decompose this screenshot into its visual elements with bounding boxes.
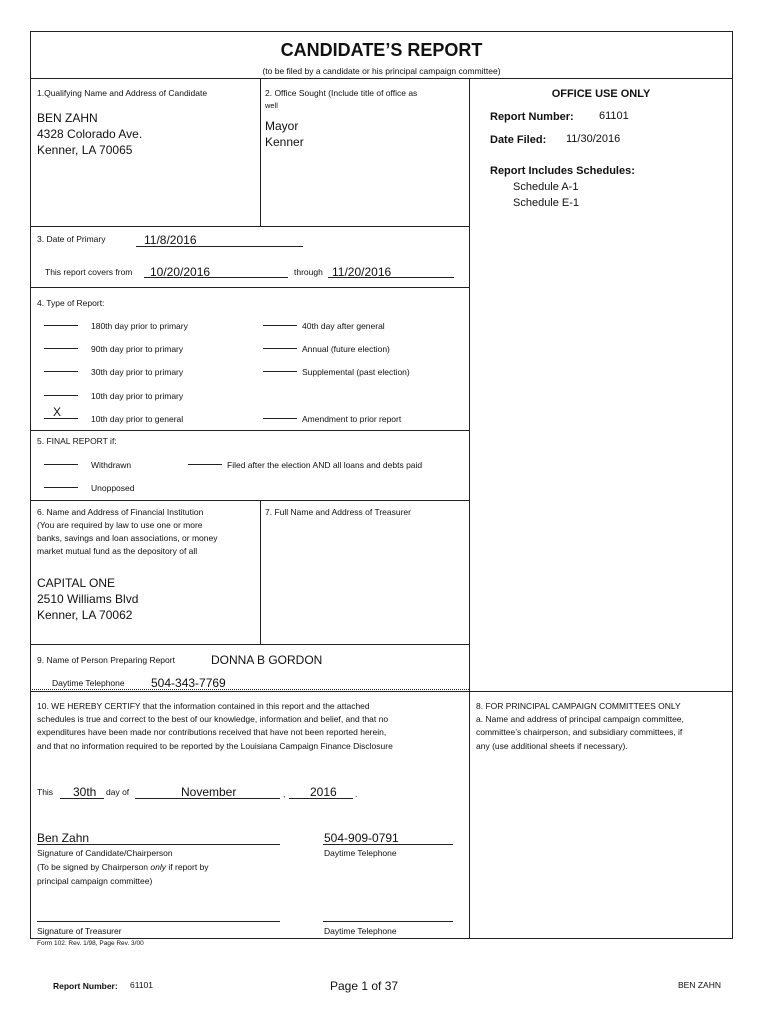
checkbox-line[interactable] [44, 487, 78, 488]
treasurer-signature-line [37, 921, 280, 922]
section6-note: market mutual fund as the depository of all [37, 546, 198, 556]
through-label: through [294, 267, 323, 277]
day-of-label: day of [106, 787, 130, 797]
signer-phone-line [323, 844, 453, 845]
preparer-phone: 504-343-7769 [151, 676, 226, 690]
checkbox-line[interactable] [44, 418, 78, 419]
candidate-street: 4328 Colorado Ave. [37, 127, 143, 141]
option-30-primary: 30th day prior to primary [91, 367, 184, 377]
certify-line: schedules is true and correct to the best of our knowledge, information and belief, and that no [37, 714, 389, 724]
divider-h-5 [30, 644, 469, 645]
section2-label-2: well [265, 101, 278, 110]
section9-label: 9. Name of Person Preparing Report [37, 655, 175, 665]
signature-note-text-2: if report by [168, 862, 209, 872]
sign-day: 30th [73, 785, 97, 799]
sign-year-line [289, 798, 353, 799]
checkbox-line[interactable] [44, 464, 78, 465]
page-subtitle: (to be filed by a candidate or his principal campaign committee) [262, 66, 501, 76]
footer-report-number-label: Report Number: [53, 981, 118, 991]
option-40-after-general: 40th day after general [302, 321, 385, 331]
covers-through-line [328, 277, 454, 278]
schedules-label: Report Includes Schedules: [490, 165, 635, 177]
sign-month-line [135, 798, 280, 799]
section8-text: any (use additional sheets if necessary). [476, 741, 628, 751]
option-withdrawn: Withdrawn [91, 460, 132, 470]
section2-label: 2. Office Sought (Include title of office as [265, 88, 418, 98]
form-revision-note: Form 102. Rev. 1/98, Page Rev. 3/00 [37, 940, 144, 947]
checkbox-line[interactable] [44, 395, 78, 396]
signature-note [37, 862, 209, 872]
section8-text: a. Name and address of principal campaign committee, [476, 714, 684, 724]
header-divider [30, 78, 733, 79]
covers-from: 10/20/2016 [150, 265, 211, 279]
option-180-primary: 180th day prior to primary [91, 321, 188, 331]
checkbox-line[interactable] [188, 464, 222, 465]
divider-v-sec67 [260, 500, 261, 644]
covers-through: 11/20/2016 [332, 265, 392, 279]
treasurer-signature-label: Signature of Treasurer [37, 926, 122, 936]
date-of-primary-line [136, 246, 303, 247]
report-number-value: 61101 [599, 110, 629, 122]
divider-h-2 [30, 287, 469, 288]
comma: , [283, 789, 286, 799]
covers-from-line [144, 277, 288, 278]
this-label: This [37, 787, 54, 797]
section6-label: 6. Name and Address of Financial Institution [37, 507, 204, 517]
period: . [355, 789, 358, 799]
option-unopposed: Unopposed [91, 483, 135, 493]
office-use-heading: OFFICE USE ONLY [551, 88, 651, 100]
checkbox-mark-x: X [53, 405, 62, 419]
bank-city: Kenner, LA 70062 [37, 608, 133, 622]
section4-label: 4. Type of Report: [37, 298, 105, 308]
certify-line: and that no information required to be reported by the Louisiana Campaign Finance Disclosure [37, 741, 393, 751]
divider-v-main [469, 78, 470, 691]
bank-name: CAPITAL ONE [37, 576, 116, 590]
date-filed-value: 11/30/2016 [566, 133, 621, 145]
sign-day-line [60, 798, 104, 799]
preparer-phone-label: Daytime Telephone [52, 678, 125, 688]
option-filed-after: Filed after the election AND all loans and debts paid [227, 460, 423, 470]
signer-phone-label: Daytime Telephone [324, 848, 397, 858]
section6-note: (You are required by law to use one or more [37, 520, 203, 530]
schedule-a1: Schedule A-1 [513, 181, 579, 193]
preparer-phone-line [30, 689, 469, 690]
section8-text: committee’s chairperson, and subsidiary committees, if [476, 727, 683, 737]
checkbox-line[interactable] [263, 371, 297, 372]
section6-note: banks, savings and loan associations, or money [37, 533, 218, 543]
option-amendment: Amendment to prior report [302, 414, 402, 424]
preparer-name: DONNA B GORDON [211, 653, 323, 667]
treasurer-phone-label: Daytime Telephone [324, 926, 397, 936]
section8-label: 8. FOR PRINCIPAL CAMPAIGN COMMITTEES ONLY [476, 701, 681, 711]
option-10-primary: 10th day prior to primary [91, 391, 184, 401]
schedule-e1: Schedule E-1 [513, 197, 580, 209]
section5-label: 5. FINAL REPORT if: [37, 436, 117, 446]
candidate-signature: Ben Zahn [37, 831, 90, 845]
option-supplemental: Supplemental (past election) [302, 367, 410, 377]
divider-v-top [260, 78, 261, 226]
signature-note-line2: principal campaign committee) [37, 876, 153, 886]
candidate-city: Kenner, LA 70065 [37, 143, 133, 157]
sign-year: 2016 [310, 785, 337, 799]
page-title: CANDIDATE’S REPORT [280, 40, 483, 60]
signature-note-only: only [150, 862, 167, 872]
signature-note-text: (To be signed by Chairperson [37, 862, 149, 872]
divider-h-4 [30, 500, 469, 501]
section1-label: 1.Qualifying Name and Address of Candidate [37, 88, 208, 98]
signature-label: Signature of Candidate/Chairperson [37, 848, 173, 858]
treasurer-phone-line [323, 921, 453, 922]
divider-v-bottom [469, 692, 470, 939]
certify-line: 10. WE HEREBY CERTIFY that the information contained in this report and the attached [37, 701, 370, 711]
signer-phone: 504-909-0791 [324, 831, 399, 845]
checkbox-line[interactable] [263, 348, 297, 349]
report-number-label: Report Number: [490, 111, 574, 123]
checkbox-line[interactable] [44, 371, 78, 372]
date-of-primary: 11/8/2016 [144, 233, 197, 247]
office-sought-title: Mayor [265, 119, 299, 133]
option-90-primary: 90th day prior to primary [91, 344, 184, 354]
checkbox-line[interactable] [263, 325, 297, 326]
divider-h-3 [30, 430, 469, 431]
divider-h-1 [30, 226, 469, 227]
covers-label: This report covers from [45, 267, 133, 277]
footer-candidate-name: BEN ZAHN [678, 980, 721, 990]
sign-month: November [181, 785, 237, 799]
divider-h-6 [30, 691, 733, 692]
section3-label: 3. Date of Primary [37, 234, 106, 244]
section7-label: 7. Full Name and Address of Treasurer [265, 507, 411, 517]
checkbox-line[interactable] [44, 325, 78, 326]
candidate-name: BEN ZAHN [37, 111, 98, 125]
option-annual: Annual (future election) [302, 344, 390, 354]
signature-line [37, 844, 280, 845]
date-filed-label: Date Filed: [490, 134, 547, 146]
bank-street: 2510 Williams Blvd [37, 592, 139, 606]
footer-report-number: 61101 [130, 980, 154, 990]
office-sought-place: Kenner [265, 135, 304, 149]
option-10-general: 10th day prior to general [91, 414, 184, 424]
checkbox-line[interactable] [263, 418, 297, 419]
footer-page-number: Page 1 of 37 [330, 979, 399, 993]
certify-line: expenditures have been made nor contributions received that have not been reported herein, [37, 727, 387, 737]
checkbox-line[interactable] [44, 348, 78, 349]
